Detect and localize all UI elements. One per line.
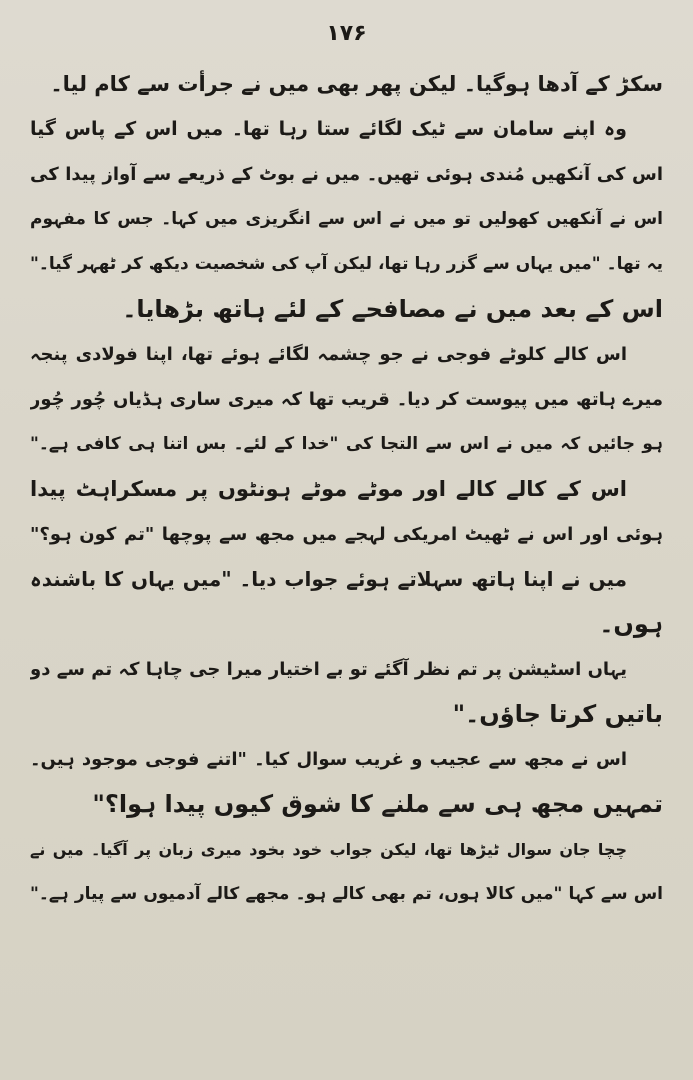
text-line: ہوئی اور اس نے ٹھیٹ امریکی لہجے میں مجھ سے پوچھا "تم کون ہو؟" [30, 524, 663, 545]
text-line: ہو جائیں کہ میں نے اس سے التجا کی "خدا کے لئے۔ بس اتنا ہی کافی ہے۔" [30, 434, 663, 454]
page-number: ۱۷۶ [326, 21, 367, 46]
text-line: سکڑ کے آدھا ہوگیا۔ لیکن پھر بھی میں نے جرأت سے کام لیا۔ [50, 72, 663, 96]
text-line: ہوں۔ [599, 610, 663, 638]
text-line: اس کی آنکھیں مُندی ہوئی تھیں۔ میں نے بوٹ کے ذریعے سے آواز پیدا کی [30, 164, 663, 185]
text-line: وہ اپنے سامان سے ٹیک لگائے ستا رہا تھا۔ میں اس کے پاس گیا [30, 118, 627, 140]
text-line: اس کے بعد میں نے مصافحے کے لئے ہاتھ بڑھایا۔ [122, 295, 663, 323]
text-line: یہاں اسٹیشن پر تم نظر آگئے تو بے اختیار میرا جی چاہا کہ تم سے دو [30, 659, 627, 680]
text-line: اس کے کالے کالے اور موٹے موٹے ہونٹوں پر مسکراہٹ پیدا [30, 477, 627, 501]
text-line: باتیں کرتا جاؤں۔" [452, 700, 663, 728]
text-line: اس نے مجھ سے عجیب و غریب سوال کیا۔ "اتنے فوجی موجود ہیں۔ [30, 749, 627, 770]
text-line: میں نے اپنا ہاتھ سہلاتے ہوئے جواب دیا۔ "میں یہاں کا باشندہ [30, 567, 627, 591]
text-line: تمہیں مجھ ہی سے ملنے کا شوق کیوں پیدا ہوا؟" [92, 790, 663, 818]
text-line: یہ تھا۔ "میں یہاں سے گزر رہا تھا، لیکن آپ کی شخصیت دیکھ کر ٹھہر گیا۔" [30, 254, 663, 274]
text-line: میرے ہاتھ میں پیوست کر دیا۔ قریب تھا کہ میری ساری ہڈیاں چُور چُور [30, 389, 663, 410]
text-line: اس نے آنکھیں کھولیں تو میں نے اس سے انگریزی میں کہا۔ جس کا مفہوم [30, 209, 663, 229]
text-line: اس سے کہا "میں کالا ہوں، تم بھی کالے ہو۔ مجھے کالے آدمیوں سے پیار ہے۔" [30, 884, 663, 904]
text-line: چچا جان سوال ٹیڑھا تھا، لیکن جواب خود بخود میری زبان پر آگیا۔ میں نے [30, 840, 627, 859]
text-body [30, 62, 663, 917]
text-line: اس کالے کلوٹے فوجی نے جو چشمہ لگائے ہوئے تھا، اپنا فولادی پنجہ [30, 344, 627, 365]
